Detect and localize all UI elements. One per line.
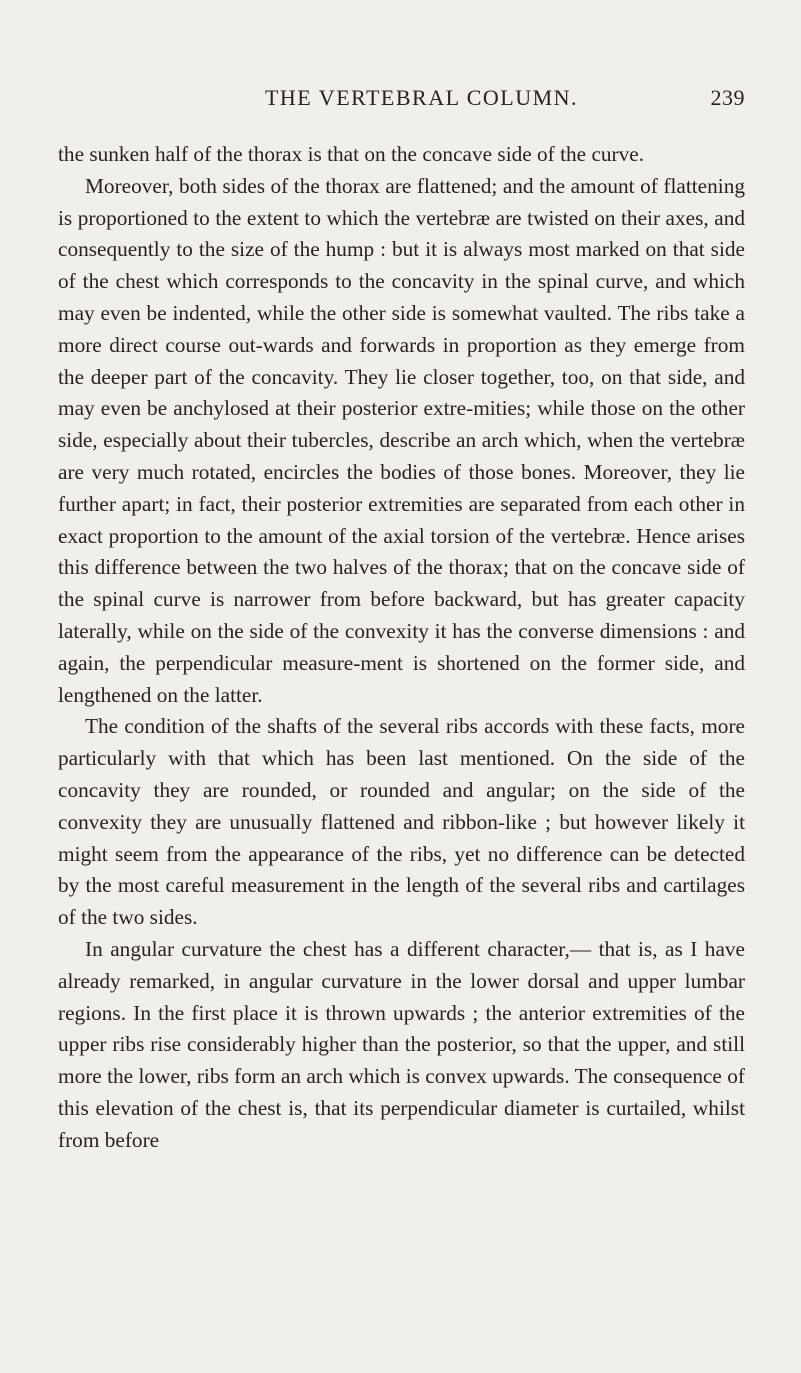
body-text (58, 139, 745, 1157)
paragraph-continuation: the sunken half of the thorax is that on the concave side of the curve. (58, 142, 645, 166)
paragraph-angular-curvature: In angular curvature the chest has a different character,— that is, as I have already remarked, in angular curvature in the lower dorsal and upper lumbar regions. In the first place it is thrown upwards ; the anterior extremities of the upper ribs rise considerably higher than the posterior, so that the upper, and still more the lower, ribs form an arch which is convex upwards. The consequence of this elevation of the chest is, that its perpendicular diameter is curtailed, whilst from before (58, 936, 745, 1152)
running-title: THE VERTEBRAL COLUMN. (264, 85, 579, 110)
paragraph-rib-shafts: The condition of the shafts of the several ribs accords with these facts, more particularly with that which has been last mentioned. On the side of the concavity they are rounded, or rounded and angular; on the side of the convexity they are unusually flattened and ribbon-like ; but however likely it might seem from the appearance of the ribs, yet no difference can be detected by the most careful measurement in the length of the several ribs and cartilages of the two sides. (58, 714, 745, 930)
paragraph-thorax-flattening: Moreover, both sides of the thorax are flattened; and the amount of flattening is proportioned to the extent to which the vertebræ are twisted on their axes, and consequently to the size of the hump : but it is always most marked on that side of the chest which corresponds to the concavity in the spinal curve, and which may even be indented, while the other side is somewhat vaulted. The ribs take a more direct course out-wards and forwards in proportion as they emerge from the deeper part of the concavity. They lie closer together, too, on that side, and may even be anchylosed at their posterior extre-mities; while those on the other side, especially about their tubercles, describe an arch which, when the vertebræ are very much rotated, encircles the bodies of those bones. Moreover, they lie further apart; in fact, their posterior extremities are separated from each other in exact proportion to the amount of the axial torsion of the vertebræ. Hence arises this difference between the two halves of the thorax; that on the concave side of the spinal curve is narrower from before backward, but has greater capacity laterally, while on the side of the convexity it has the converse dimensions : and again, the perpendicular measure-ment is shortened on the former side, and lengthened on the latter. (58, 173, 745, 707)
page-number: 239 (710, 85, 745, 110)
running-head (58, 85, 745, 121)
